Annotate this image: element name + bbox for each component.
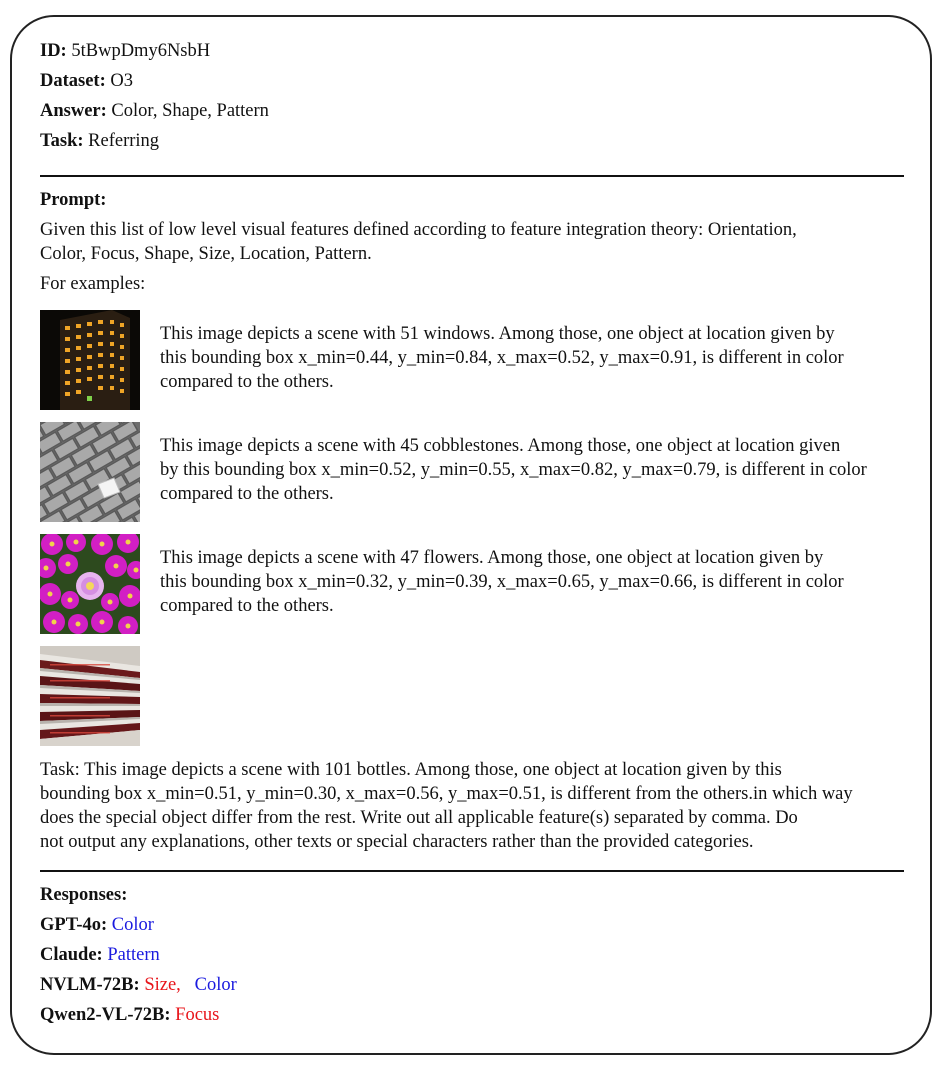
flowers-photo-icon <box>40 534 140 634</box>
divider-top <box>40 175 904 177</box>
example-line: this bounding box x_min=0.44, y_min=0.84, x_max=0.52, y_max=0.91, is different in color <box>160 348 844 368</box>
nvlm-answer-1: Size, <box>144 975 181 995</box>
responses-title <box>40 880 910 910</box>
response-gpt <box>40 910 910 940</box>
example-line: This image depicts a scene with 45 cobblestones. Among those, one object at location given <box>160 436 841 456</box>
cobblestones-photo-icon <box>40 422 140 522</box>
example-line: this bounding box x_min=0.32, y_min=0.39, x_max=0.65, y_max=0.66, is different in color <box>160 572 844 592</box>
gpt-answer: Color <box>111 915 154 935</box>
example-flowers-text <box>160 546 930 618</box>
id-label: ID: <box>40 41 67 61</box>
qwen-answer: Focus <box>175 1005 220 1025</box>
answer-value: Color, Shape, Pattern <box>111 101 269 121</box>
example-cobblestones-text <box>160 434 930 506</box>
response-nvlm <box>40 970 910 1000</box>
claude-answer: Pattern <box>107 945 160 965</box>
task-line: does the special object differ from the rest. Write out all applicable feature(s) separated by comma. Do <box>40 808 798 828</box>
windows-building-photo-icon <box>40 310 140 410</box>
response-claude <box>40 940 910 970</box>
response-qwen <box>40 1000 910 1030</box>
examples-label: For examples: <box>40 274 146 294</box>
qwen-label: Qwen2-VL-72B: <box>40 1005 171 1025</box>
dataset-value: O3 <box>110 71 134 91</box>
nvlm-label: NVLM-72B: <box>40 975 140 995</box>
meta-task <box>40 126 910 156</box>
example-line: compared to the others. <box>160 596 334 616</box>
example-cobblestones <box>40 422 930 522</box>
task-line: not output any explanations, other texts or special characters rather than the provided categories. <box>40 832 754 852</box>
prompt-title: Prompt: <box>40 190 107 210</box>
example-flowers <box>40 534 930 634</box>
task-value: Referring <box>88 131 160 151</box>
divider-bottom <box>40 870 904 872</box>
example-line: This image depicts a scene with 51 windows. Among those, one object at location given by <box>160 324 835 344</box>
query-image <box>40 646 930 746</box>
example-windows <box>40 310 930 410</box>
example-line: by this bounding box x_min=0.52, y_min=0.55, x_max=0.82, y_max=0.79, is different in color <box>160 460 867 480</box>
prompt-intro-line1: Given this list of low level visual features defined according to feature integration theory: Orientation, <box>40 220 797 240</box>
responses-block <box>40 880 910 1030</box>
prompt-intro-line2: Color, Focus, Shape, Size, Location, Pattern. <box>40 244 372 264</box>
example-line: compared to the others. <box>160 484 334 504</box>
gpt-label: GPT-4o: <box>40 915 108 935</box>
id-value: 5tBwpDmy6NsbH <box>71 41 211 61</box>
example-line: This image depicts a scene with 47 flowers. Among those, one object at location given by <box>160 548 824 568</box>
example-line: compared to the others. <box>160 372 334 392</box>
claude-label: Claude: <box>40 945 103 965</box>
bottles-shelf-photo-icon <box>40 646 140 746</box>
answer-label: Answer: <box>40 101 107 121</box>
task-label: Task: <box>40 131 84 151</box>
meta-id <box>40 36 910 66</box>
meta-answer <box>40 96 910 126</box>
meta-block <box>40 36 910 156</box>
task-paragraph <box>40 758 910 854</box>
task-line: Task: This image depicts a scene with 101 bottles. Among those, one object at location given by this <box>40 760 782 780</box>
task-line: bounding box x_min=0.51, y_min=0.30, x_max=0.56, y_max=0.51, is different from the others.in which way <box>40 784 853 804</box>
example-windows-text <box>160 322 930 394</box>
prompt-intro <box>40 188 910 296</box>
meta-dataset <box>40 66 910 96</box>
nvlm-answer-2: Color <box>194 975 237 995</box>
responses-title-text: Responses: <box>40 885 128 905</box>
dataset-label: Dataset: <box>40 71 106 91</box>
